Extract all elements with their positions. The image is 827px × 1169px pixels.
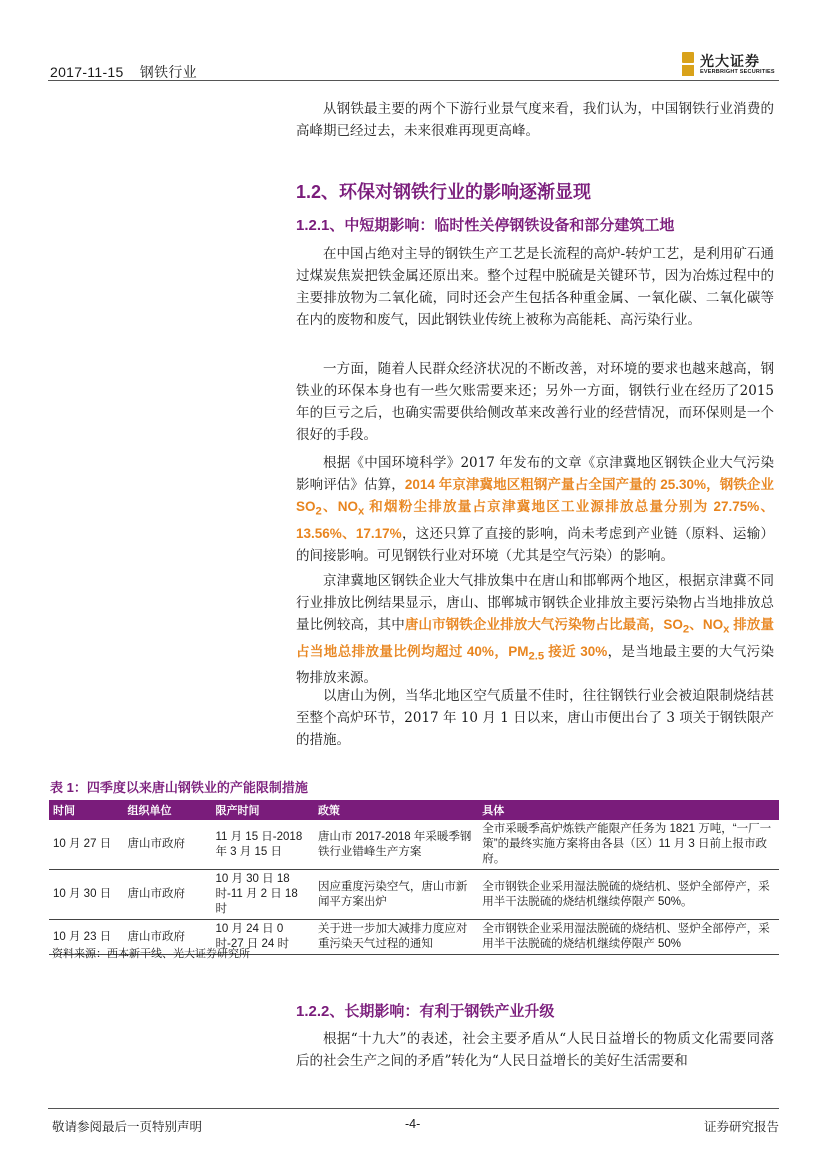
footer-disclaimer: 敬请参阅最后一页特别声明 — [52, 1120, 203, 1134]
highlight-emissions: 2014 年京津冀地区粗钢产量占全国产量的 25.30%，钢铁企业 $SO_2$、$NO_x$ 和烟粉尘排放量占京津冀地区工业源排放总量分别为 27.75%、13.56%、17.17% — [296, 477, 775, 541]
section-heading-1-2-1: 1.2.1、中短期影响：临时性关停钢铁设备和部分建筑工地 — [296, 217, 675, 234]
footer-report-type: 证券研究报告 — [704, 1120, 780, 1134]
section-heading-1-2: 1.2、环保对钢铁行业的影响逐渐显现 — [296, 182, 592, 202]
table-source: 资料来源：西本新干线、光大证券研究所 — [52, 948, 250, 960]
logo-name: 光大证券 — [700, 53, 760, 69]
col-header-detail: 具体 — [478, 800, 779, 820]
paragraph-tangshan: 京津冀地区钢铁企业大气排放集中在唐山和邯郸两个地区，根据京津冀不同行业排放比例结果显示，唐山、邯郸城市钢铁企业排放主要污染物占当地排放总量比例较高，其中唐山市钢铁企业排放大气污染物占比最高，$SO_2$、$NO_x$ 排放量占当地总排放量比例均超过 40%，$PM_{2.5}$ 接近 30%，是当地最主要的大气污染物排放来源。 — [296, 573, 774, 687]
report-date: 2017-11-15 — [50, 64, 124, 80]
report-industry: 钢铁行业 — [139, 64, 197, 80]
col-header-period: 限产时间 — [211, 800, 313, 820]
highlight-tangshan: 唐山市钢铁企业排放大气污染物占比最高，$SO_2$、$NO_x$ 排放量占当地总排放量比例均超过 40%，$PM_{2.5}$ 接近 30% — [296, 617, 774, 663]
footer-rule — [48, 1108, 779, 1109]
table-header-row — [49, 800, 779, 820]
paragraph-long-term: 根据“十九大”的表述，社会主要矛盾从“人民日益增长的物质文化需要同落后的社会生产之间的矛盾”转化为“人民日益增长的美好生活需要和 — [296, 1031, 774, 1069]
logo-mark-icon — [682, 52, 694, 76]
paragraph-study: 根据《中国环境科学》2017 年发布的文章《京津冀地区钢铁企业大气污染影响评估》估算，2014 年京津冀地区粗钢产量占全国产量的 25.30%，钢铁企业 $SO_2$、$NO_x$ 和烟粉尘排放量占京津冀地区工业源排放总量分别为 27.75%、13.56%、17.17%，这还只算了直接的影响，尚未考虑到产业链（原料、运输）的间接影响。可见钢铁行业对环境（尤其是空气污染）的影响。 — [296, 455, 775, 564]
paragraph-process: 在中国占绝对主导的钢铁生产工艺是长流程的高炉-转炉工艺，是利用矿石通过煤炭焦炭把铁金属还原出来。整个过程中脱硫是关键环节，因为冶炼过程中的主要排放物为二氧化硫，同时还会产生包括各种重金属、一氧化碳、二氧化碳等在内的废物和废气，因此钢铁业传统上被称为高能耗、高污染行业。 — [296, 246, 774, 328]
header-meta — [50, 62, 209, 82]
paragraph-example: 以唐山为例，当华北地区空气质量不佳时，往往钢铁行业会被迫限制烧结甚至整个高炉环节，2017 年 10 月 1 日以来，唐山市便出台了 3 项关于钢铁限产的措施。 — [296, 688, 774, 748]
page-number: -4- — [405, 1117, 421, 1131]
col-header-policy: 政策 — [314, 800, 478, 820]
table-row: 10 月 23 日 唐山市政府 10 月 24 日 0 时-27 日 24 时 关于进一步加大减排力度应对重污染天气过程的通知 全市钢铁企业采用湿法脱硫的烧结机、竖炉全部停产，采用半干法脱硫的烧结机继续停限产 50% — [49, 920, 779, 955]
section-heading-1-2-2: 1.2.2、长期影响：有利于钢铁产业升级 — [296, 1003, 555, 1020]
logo-english-name: EVERBRIGHT SECURITIES — [700, 69, 775, 75]
table-row: 10 月 27 日 唐山市政府 11 月 15 日-2018 年 3 月 15 日 唐山市 2017-2018 年采暖季钢铁行业错峰生产方案 全市采暖季高炉炼铁产能限产任务为 1821 万吨，“一厂一策”的最终实施方案将由各县（区）11 月 3 日前上报市政府。 — [49, 820, 779, 870]
col-header-org: 组织单位 — [123, 800, 211, 820]
measures-table — [49, 800, 779, 955]
table-title: 表 1：四季度以来唐山钢铁业的产能限制措施 — [50, 780, 308, 795]
col-header-time: 时间 — [49, 800, 123, 820]
company-logo — [682, 50, 782, 78]
table-row: 10 月 30 日 唐山市政府 10 月 30 日 18 时-11 月 2 日 18 时 因应重度污染空气，唐山市新闻平方案出炉 全市钢铁企业采用湿法脱硫的烧结机、竖炉全部停产，采用半干法脱硫的烧结机继续停限产 50%。 — [49, 870, 779, 920]
header-rule — [48, 80, 779, 81]
paragraph-environment: 一方面，随着人民群众经济状况的不断改善，对环境的要求也越来越高，钢铁业的环保本身也有一些欠账需要来还；另外一方面，钢铁行业在经历了2015 年的巨亏之后，也确实需要供给侧改革来改善行业的经营情况，而环保则是一个很好的手段。 — [296, 361, 774, 443]
intro-paragraph: 从钢铁最主要的两个下游行业景气度来看，我们认为，中国钢铁行业消费的高峰期已经过去，未来很难再现更高峰。 — [296, 101, 774, 139]
